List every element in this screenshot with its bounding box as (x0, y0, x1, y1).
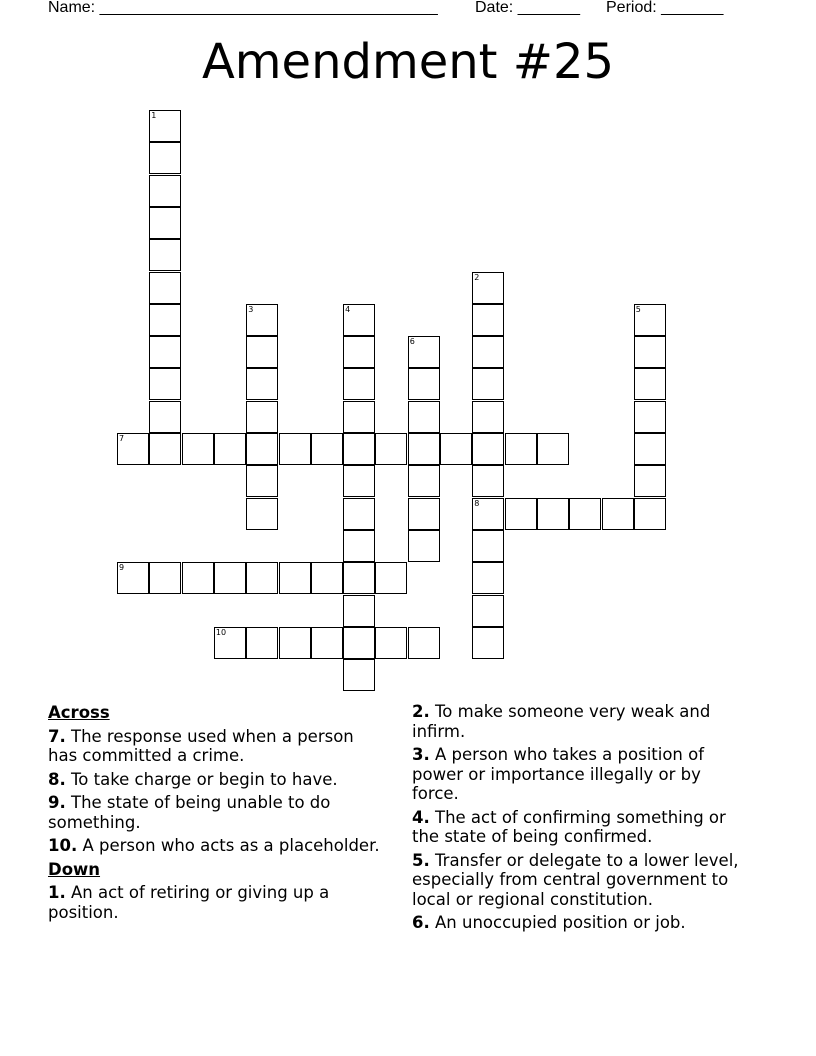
crossword-cell (246, 433, 278, 465)
cell-number: 2 (474, 272, 480, 282)
down-heading: Down (48, 859, 101, 879)
name-label: Name: (48, 0, 96, 16)
clue-number: 10. (48, 836, 78, 855)
crossword-cell (634, 336, 666, 368)
name-blank: ______________________________________ (99, 0, 438, 16)
crossword-cell (343, 368, 375, 400)
crossword-cell (472, 401, 504, 433)
crossword-cell (343, 304, 375, 336)
crossword-cell (182, 562, 214, 594)
crossword-cell (343, 498, 375, 530)
crossword-cell (214, 627, 246, 659)
period-label: Period: (606, 0, 657, 16)
clue-down-5 (412, 851, 752, 910)
crossword-cell (343, 401, 375, 433)
crossword-cell (472, 562, 504, 594)
crossword-cell (149, 207, 181, 239)
clue-text: A person who acts as a placeholder. (82, 836, 380, 855)
crossword-cell (279, 627, 311, 659)
crossword-cell (149, 142, 181, 174)
clue-text: A person who takes a position of power or importance illegally or by force. (412, 745, 705, 803)
clue-number: 3. (412, 745, 430, 764)
crossword-cell (246, 336, 278, 368)
crossword-cell (149, 336, 181, 368)
clue-number: 6. (412, 913, 430, 932)
cell-number: 9 (119, 563, 125, 573)
crossword-cell (149, 304, 181, 336)
crossword-cell (602, 498, 634, 530)
crossword-cell (634, 401, 666, 433)
crossword-cell (246, 498, 278, 530)
crossword-cell (149, 239, 181, 271)
cell-number: 7 (119, 434, 125, 443)
clue-text: An unoccupied position or job. (435, 913, 686, 932)
crossword-cell (408, 368, 440, 400)
cell-number: 5 (635, 304, 641, 314)
date-blank: _______ (517, 0, 580, 16)
crossword-cell (634, 433, 666, 465)
clue-number: 9. (48, 793, 66, 812)
clue-text: Transfer or delegate to a lower level, especially from central government to local or regional constitution. (412, 850, 739, 909)
crossword-cell (246, 368, 278, 400)
crossword-cell (408, 336, 440, 368)
clue-across-10 (48, 836, 388, 856)
crossword-cell (149, 562, 181, 594)
crossword-cell (149, 368, 181, 400)
clue-text: An act of retiring or giving up a position. (48, 883, 330, 922)
crossword-cell (472, 465, 504, 497)
crossword-cell (375, 433, 407, 465)
crossword-cell (375, 627, 407, 659)
period-blank: _______ (661, 0, 724, 16)
cell-number: 10 (215, 627, 227, 637)
crossword-cell (408, 465, 440, 497)
crossword-cell (634, 304, 666, 336)
clue-number: 7. (48, 726, 66, 746)
crossword-cell (149, 110, 181, 142)
cell-number: 4 (345, 304, 351, 314)
crossword-cell (279, 562, 311, 594)
clue-text: The act of confirming something or the state of being confirmed. (412, 807, 726, 846)
crossword-cell (311, 562, 343, 594)
crossword-cell (472, 368, 504, 400)
crossword-cell (472, 336, 504, 368)
crossword-cell (214, 562, 246, 594)
crossword-cell (246, 401, 278, 433)
clue-number: 1. (48, 883, 66, 902)
crossword-cell (634, 465, 666, 497)
crossword-cell (472, 433, 504, 465)
crossword-cell (408, 433, 440, 465)
crossword-cell (343, 627, 375, 659)
crossword-cell (311, 627, 343, 659)
crossword-cell (343, 465, 375, 497)
clue-text: To make someone very weak and infirm. (412, 702, 711, 741)
cell-number: 8 (474, 498, 480, 508)
crossword-cell (117, 433, 149, 465)
crossword-cell (343, 595, 375, 627)
crossword-cell (149, 272, 181, 304)
crossword-cell (408, 530, 440, 562)
clue-across-9 (48, 793, 388, 832)
crossword-cell (214, 433, 246, 465)
crossword-cell (343, 530, 375, 562)
clue-text: To take charge or begin to have. (71, 769, 338, 789)
crossword-cell (149, 433, 181, 465)
crossword-cell (408, 627, 440, 659)
clue-across-8 (48, 770, 388, 790)
crossword-cell (117, 562, 149, 594)
clue-down-3 (412, 745, 752, 804)
crossword-cell (472, 498, 504, 530)
crossword-cell (472, 595, 504, 627)
page-title: Amendment #25 (201, 34, 615, 90)
crossword-cell (505, 433, 537, 465)
crossword-cell (408, 498, 440, 530)
clue-down-2 (412, 702, 752, 741)
cell-number: 6 (409, 337, 415, 347)
date-label: Date: (475, 0, 514, 16)
crossword-cell (472, 272, 504, 304)
crossword-cell (472, 304, 504, 336)
crossword-cell (537, 433, 569, 465)
clue-text: The state of being unable to do something. (48, 793, 331, 832)
crossword-cell (343, 659, 375, 691)
clue-number: 4. (412, 807, 430, 827)
clues-right-column (412, 702, 752, 937)
crossword-cell (246, 627, 278, 659)
crossword-cell (634, 368, 666, 400)
crossword-cell (149, 175, 181, 207)
crossword-cell (634, 498, 666, 530)
crossword-cell (246, 562, 278, 594)
cell-number: 1 (151, 111, 157, 120)
crossword-cell (472, 530, 504, 562)
crossword-cell (569, 498, 601, 530)
crossword-cell (279, 433, 311, 465)
across-heading: Across (48, 703, 110, 722)
crossword-cell (246, 304, 278, 336)
crossword-cell (311, 433, 343, 465)
crossword-cell (246, 465, 278, 497)
clue-down-4 (412, 808, 752, 847)
crossword-cell (408, 401, 440, 433)
clue-down-6 (412, 913, 752, 933)
crossword-cell (440, 433, 472, 465)
crossword-cell (149, 401, 181, 433)
clues-left-column (48, 702, 388, 926)
crossword-cell (182, 433, 214, 465)
clue-down-1 (48, 883, 388, 922)
crossword-cell (537, 498, 569, 530)
clue-number: 8. (48, 769, 66, 789)
clue-across-7 (48, 727, 388, 766)
crossword-cell (472, 627, 504, 659)
crossword-cell (375, 562, 407, 594)
cell-number: 3 (248, 304, 254, 314)
crossword-cell (343, 336, 375, 368)
crossword-cell (505, 498, 537, 530)
clue-text: The response used when a person has committed a crime. (48, 726, 354, 765)
clue-number: 2. (412, 702, 430, 721)
crossword-cell (343, 562, 375, 594)
crossword-cell (343, 433, 375, 465)
clue-number: 5. (412, 850, 430, 870)
